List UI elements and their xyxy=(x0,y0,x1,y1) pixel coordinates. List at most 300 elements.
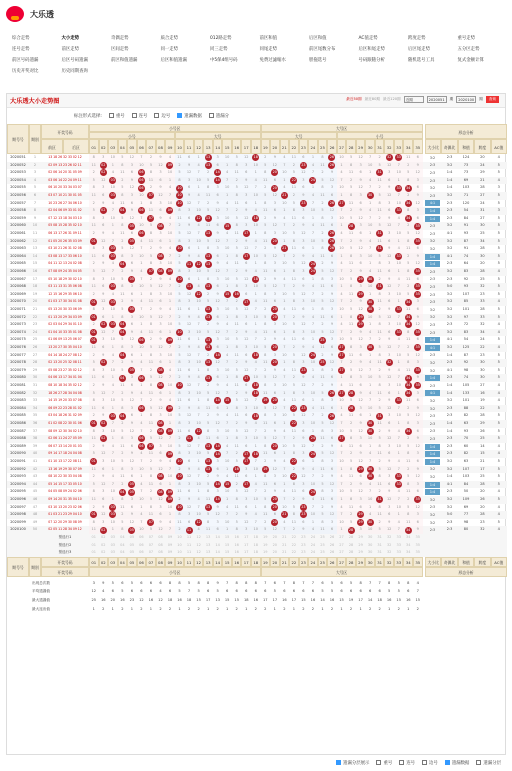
miss-cell: 6 xyxy=(416,276,419,281)
predict-cell[interactable]: 16 xyxy=(234,535,239,539)
predict-cell[interactable]: 22 xyxy=(291,542,297,547)
predict-cell[interactable]: 20 xyxy=(272,550,278,555)
miss-cell: 1 xyxy=(311,215,315,220)
predict-cell[interactable]: 05 xyxy=(129,535,135,539)
miss-cell: 10 xyxy=(339,246,344,251)
miss-cell: 7 xyxy=(369,246,372,251)
ac-cell: 5 xyxy=(497,200,500,205)
predict-cell[interactable]: 30 xyxy=(367,542,373,547)
predict-cell[interactable]: 04 xyxy=(120,542,125,547)
predict-cell[interactable]: 32 xyxy=(386,535,392,539)
miss-cell: 7 xyxy=(283,345,286,349)
trend-row xyxy=(7,405,507,413)
miss-cell: 10 xyxy=(282,261,287,266)
seq-cell: 36 xyxy=(32,421,38,425)
nav-item[interactable]: 大小走势 xyxy=(61,36,80,41)
period-cell: 2020089 xyxy=(10,443,26,448)
nav-item[interactable]: 质合走势 xyxy=(160,36,179,41)
checkbox-icon[interactable] xyxy=(399,760,404,765)
miss-cell: 12 xyxy=(158,466,163,471)
miss-cell: 7 xyxy=(283,405,286,410)
stat-value: 17 xyxy=(263,598,268,602)
miss-cell: 9 xyxy=(159,185,162,190)
nav-item[interactable]: 后区和值 xyxy=(309,36,327,41)
predict-cell[interactable]: 23 xyxy=(301,535,306,539)
nav-item[interactable]: 跨度走势 xyxy=(408,36,426,41)
nav-item[interactable]: 重号走势 xyxy=(457,36,476,41)
predict-cell[interactable]: 35 xyxy=(415,542,420,547)
predict-cell[interactable]: 25 xyxy=(320,535,325,539)
span-cell: 34 xyxy=(480,329,485,334)
miss-cell: 4 xyxy=(197,405,200,410)
predict-cell[interactable]: 11 xyxy=(186,550,192,555)
miss-cell: 7 xyxy=(369,215,372,220)
miss-cell: 11 xyxy=(348,443,354,448)
nav-item[interactable]: 复式金额计算 xyxy=(457,58,484,63)
footer-ana-col: AC值 xyxy=(491,557,507,567)
predict-cell[interactable]: 25 xyxy=(320,550,325,555)
predict-cell[interactable]: 17 xyxy=(243,535,249,539)
predict-cell[interactable]: 28 xyxy=(348,535,354,539)
predict-cell[interactable]: 28 xyxy=(348,542,354,547)
predict-cell[interactable]: 13 xyxy=(205,550,211,555)
predict-cell[interactable]: 29 xyxy=(358,550,363,555)
stat-value: 25 xyxy=(91,598,97,602)
predict-cell[interactable]: 05 xyxy=(129,542,135,547)
checkbox-icon[interactable] xyxy=(132,113,137,118)
miss-cell: 3 xyxy=(330,519,334,524)
number-ball: 09 xyxy=(167,269,173,274)
miss-cell: 10 xyxy=(167,413,173,418)
predict-cell[interactable]: 15 xyxy=(224,550,230,555)
miss-cell: 4 xyxy=(226,322,229,327)
predict-cell[interactable]: 35 xyxy=(415,550,420,555)
miss-cell: 12 xyxy=(186,504,192,509)
miss-cell: 1 xyxy=(369,170,372,175)
predict-cell[interactable]: 32 xyxy=(386,542,392,547)
predict-cell[interactable]: 28 xyxy=(348,550,354,555)
footer-option[interactable] xyxy=(336,760,369,766)
predict-cell[interactable]: 17 xyxy=(243,550,249,555)
checkbox-icon[interactable] xyxy=(476,760,481,765)
predict-cell[interactable]: 33 xyxy=(396,542,401,547)
predict-cell[interactable]: 06 xyxy=(139,535,144,539)
predict-cell[interactable]: 06 xyxy=(139,550,144,555)
miss-cell: 4 xyxy=(311,466,315,471)
nav-item[interactable]: 中5保4组号码 xyxy=(210,58,238,63)
predict-cell[interactable]: 02 xyxy=(101,542,106,547)
draw-cell: 03 06 14 22 24 09 11 xyxy=(48,177,82,182)
miss-cell: 2 xyxy=(178,314,181,319)
predict-cell[interactable]: 19 xyxy=(263,550,268,555)
odd-even-cell: 2:3 xyxy=(446,215,453,220)
predict-cell[interactable]: 31 xyxy=(377,550,382,555)
nav-item[interactable]: 前区走势 xyxy=(61,47,80,52)
to-period-input[interactable]: 2020100 xyxy=(458,98,475,102)
miss-cell: 2 xyxy=(178,375,181,380)
predict-cell[interactable]: 16 xyxy=(234,550,239,555)
predict-cell[interactable]: 26 xyxy=(329,535,335,539)
footer-header-num: 33 xyxy=(394,557,404,567)
nav-item[interactable]: 012路走势 xyxy=(210,36,232,41)
predict-cell[interactable]: 29 xyxy=(358,535,363,539)
nav-item[interactable]: AC值走势 xyxy=(358,36,378,41)
predict-cell[interactable]: 10 xyxy=(177,542,182,547)
miss-cell: 4 xyxy=(111,231,114,235)
miss-cell: 3 xyxy=(359,253,362,258)
miss-cell: 11 xyxy=(148,299,154,304)
predict-cell[interactable]: 03 xyxy=(110,542,116,547)
number-ball: 03 xyxy=(110,193,115,198)
miss-cell: 6 xyxy=(130,443,133,448)
predict-cell[interactable]: 07 xyxy=(148,535,154,539)
predict-cell[interactable]: 24 xyxy=(310,550,316,555)
predict-cell[interactable]: 10 xyxy=(177,550,182,555)
span-cell: 27 xyxy=(480,383,485,387)
trend-row xyxy=(7,435,507,443)
nav-item[interactable]: 前区和值 xyxy=(259,36,278,41)
miss-cell: 10 xyxy=(196,451,201,456)
predict-cell[interactable]: 17 xyxy=(243,542,249,547)
stat-value: 9 xyxy=(102,580,105,585)
miss-cell: 9 xyxy=(130,177,133,182)
predict-cell[interactable]: 12 xyxy=(196,535,201,539)
predict-cell[interactable]: 24 xyxy=(310,535,316,539)
predict-cell[interactable]: 06 xyxy=(139,542,144,547)
predict-cell[interactable]: 35 xyxy=(415,535,420,539)
miss-cell: 4 xyxy=(397,337,400,342)
miss-cell: 5 xyxy=(207,390,210,395)
miss-cell: 10 xyxy=(396,291,401,296)
predict-cell[interactable]: 34 xyxy=(406,542,411,547)
predict-cell[interactable]: 09 xyxy=(167,542,173,547)
footer-option[interactable] xyxy=(376,760,392,766)
number-ball: 15 xyxy=(224,292,230,297)
nav-item[interactable]: 前区号码遗漏 xyxy=(12,58,39,63)
predict-cell[interactable]: 11 xyxy=(186,535,192,539)
predict-cell[interactable]: 08 xyxy=(158,542,163,547)
footer-header-num: 04 xyxy=(118,557,128,567)
miss-cell: 4 xyxy=(254,512,257,517)
nav-item[interactable]: 后区和尾走势 xyxy=(358,47,385,52)
miss-cell: 10 xyxy=(224,276,230,281)
predict-cell[interactable]: 12 xyxy=(196,542,201,547)
miss-cell: 9 xyxy=(216,200,219,205)
stat-value: 4 xyxy=(159,589,162,594)
predict-cell[interactable]: 14 xyxy=(215,542,220,547)
number-ball: 20 xyxy=(272,307,277,312)
miss-cell: 7 xyxy=(311,200,315,205)
predict-cell[interactable]: 32 xyxy=(386,550,392,555)
predict-cell[interactable]: 20 xyxy=(272,542,278,547)
footer-option[interactable] xyxy=(422,760,438,766)
predict-cell[interactable]: 09 xyxy=(167,550,173,555)
predict-cell[interactable]: 27 xyxy=(339,542,344,547)
miss-cell: 12 xyxy=(101,238,106,243)
miss-cell: 7 xyxy=(369,155,372,159)
miss-cell: 9 xyxy=(187,223,191,228)
miss-cell: 10 xyxy=(224,489,230,494)
miss-cell: 9 xyxy=(216,261,219,266)
stat-value: 1 xyxy=(130,606,134,611)
miss-cell: 3 xyxy=(130,497,133,501)
predict-cell[interactable]: 02 xyxy=(101,535,106,539)
predict-cell[interactable]: 27 xyxy=(339,550,344,555)
stat-value: 6 xyxy=(245,589,248,594)
sum-cell: 64 xyxy=(463,261,469,266)
predict-cell[interactable]: 25 xyxy=(320,542,325,547)
miss-cell: 8 xyxy=(378,261,381,266)
mark-option[interactable] xyxy=(154,113,170,119)
predict-cell[interactable]: 13 xyxy=(205,535,211,539)
nav-item[interactable]: 前区尾数分布 xyxy=(309,47,336,52)
miss-cell: 7 xyxy=(311,474,315,479)
predict-cell[interactable]: 34 xyxy=(406,535,411,539)
miss-cell: 9 xyxy=(388,185,391,190)
ratio-badge: 2:3 xyxy=(429,170,436,175)
nav-item[interactable]: 随机选号工具 xyxy=(408,58,435,63)
number-ball: 33 xyxy=(396,474,401,479)
checkbox-icon[interactable] xyxy=(445,760,450,765)
checkbox-icon[interactable] xyxy=(376,760,381,765)
miss-cell: 11 xyxy=(406,489,411,494)
predict-cell[interactable]: 31 xyxy=(377,535,382,539)
miss-cell: 5 xyxy=(149,375,153,380)
nav-item[interactable]: 号码跟随分析 xyxy=(358,58,385,63)
predict-cell[interactable]: 14 xyxy=(215,535,220,539)
ratio-badge: 2:3 xyxy=(429,292,436,297)
miss-cell: 9 xyxy=(416,436,419,441)
number-ball: 14 xyxy=(215,178,220,183)
miss-cell: 2 xyxy=(321,383,324,387)
stat-label: 平均遗漏值 xyxy=(32,589,50,594)
miss-cell: 12 xyxy=(272,527,278,532)
predict-cell[interactable]: 01 xyxy=(91,550,96,555)
predict-cell[interactable]: 23 xyxy=(301,550,306,555)
predict-cell[interactable]: 11 xyxy=(186,542,192,547)
predict-cell[interactable]: 26 xyxy=(329,550,335,555)
predict-cell[interactable]: 27 xyxy=(339,535,344,539)
trend-row xyxy=(7,245,507,253)
predict-cell[interactable]: 02 xyxy=(101,550,106,555)
miss-cell: 12 xyxy=(129,398,135,403)
predict-cell[interactable]: 13 xyxy=(205,542,211,547)
miss-cell: 12 xyxy=(129,155,135,159)
predict-cell[interactable]: 30 xyxy=(367,550,373,555)
footer-option[interactable] xyxy=(445,760,470,766)
predict-cell[interactable]: 05 xyxy=(129,550,135,555)
predict-cell[interactable]: 12 xyxy=(196,550,201,555)
miss-cell: 8 xyxy=(92,155,95,159)
nav-item[interactable]: 同一走势 xyxy=(160,47,179,52)
checkbox-icon[interactable] xyxy=(336,760,341,765)
stat-value: 16 xyxy=(310,598,316,602)
predict-cell[interactable]: 09 xyxy=(167,535,173,539)
predict-cell[interactable]: 03 xyxy=(110,550,116,555)
miss-cell: 5 xyxy=(349,215,353,220)
nav-item[interactable]: 胆拖选号 xyxy=(309,58,327,63)
miss-cell: 12 xyxy=(101,269,106,273)
footer-option[interactable] xyxy=(476,760,501,766)
miss-cell: 9 xyxy=(388,215,391,220)
link-last-80[interactable]: 最近80期 xyxy=(364,97,380,101)
predict-cell[interactable]: 08 xyxy=(158,535,163,539)
predict-cell[interactable]: 30 xyxy=(367,535,373,539)
predict-cell[interactable]: 22 xyxy=(291,535,297,539)
predict-cell[interactable]: 14 xyxy=(215,550,220,555)
miss-cell: 4 xyxy=(311,253,315,258)
seq-cell: 3 xyxy=(33,170,37,175)
sum-cell: 88 xyxy=(463,405,469,410)
odd-even-cell: 3:2 xyxy=(446,314,453,319)
nav-item[interactable]: 后区尾走势 xyxy=(408,47,430,52)
checkbox-icon[interactable] xyxy=(154,113,159,118)
trend-row xyxy=(7,253,507,261)
predict-cell[interactable]: 04 xyxy=(120,535,125,539)
nav-item[interactable]: 区间走势 xyxy=(111,47,129,52)
miss-cell: 12 xyxy=(272,284,278,289)
predict-cell[interactable]: 18 xyxy=(253,535,258,539)
predict-cell[interactable]: 31 xyxy=(377,542,382,547)
trend-row xyxy=(7,352,507,360)
link-last-50[interactable]: 最近50期 xyxy=(346,97,362,101)
miss-cell: 7 xyxy=(340,269,343,273)
predict-cell[interactable]: 33 xyxy=(396,535,401,539)
number-ball: 29 xyxy=(358,276,363,281)
miss-cell: 6 xyxy=(416,398,419,403)
miss-cell: 2 xyxy=(207,170,210,175)
miss-cell: 8 xyxy=(378,322,381,327)
miss-cell: 10 xyxy=(110,155,116,159)
miss-cell: 6 xyxy=(302,246,305,251)
ac-cell: 5 xyxy=(497,428,500,433)
predict-cell[interactable]: 24 xyxy=(310,542,316,547)
miss-cell: 10 xyxy=(339,276,344,281)
miss-cell: 2 xyxy=(407,466,410,471)
nav-item[interactable]: 奇偶走势 xyxy=(111,36,129,41)
predict-cell[interactable]: 23 xyxy=(301,542,306,547)
miss-cell: 5 xyxy=(292,443,295,448)
checkbox-icon[interactable] xyxy=(422,760,427,765)
number-ball: 30 xyxy=(367,307,373,312)
predict-cell[interactable]: 19 xyxy=(263,542,268,547)
miss-cell: 1 xyxy=(340,223,343,228)
predict-cell[interactable]: 26 xyxy=(329,542,335,547)
predict-cell[interactable]: 01 xyxy=(91,535,96,539)
miss-cell: 8 xyxy=(207,489,210,494)
predict-cell[interactable]: 10 xyxy=(177,535,182,539)
nav-item[interactable]: 同尾走势 xyxy=(259,47,278,52)
footer-option[interactable] xyxy=(399,760,415,766)
mark-option-label: 遗漏数据 xyxy=(184,114,202,119)
predict-cell[interactable]: 19 xyxy=(263,535,268,539)
predict-cell[interactable]: 18 xyxy=(253,550,258,555)
predict-row[interactable] xyxy=(7,549,507,557)
predict-cell[interactable]: 15 xyxy=(224,542,230,547)
predict-cell[interactable]: 21 xyxy=(282,550,287,555)
predict-cell[interactable]: 29 xyxy=(358,542,363,547)
predict-cell[interactable]: 21 xyxy=(282,542,287,547)
nav-item[interactable]: 后区和值遗漏 xyxy=(160,58,187,63)
nav-item[interactable]: 连号走势 xyxy=(12,47,30,52)
checkbox-icon[interactable] xyxy=(177,113,182,118)
predict-cell[interactable]: 33 xyxy=(396,550,401,555)
nav-item[interactable]: 历史开奖对比 xyxy=(12,69,39,74)
miss-cell: 2 xyxy=(149,428,153,433)
mark-option[interactable] xyxy=(132,113,148,119)
span-cell: 30 xyxy=(480,367,485,372)
header-num: 26 xyxy=(327,139,337,154)
predict-row[interactable] xyxy=(7,542,507,550)
miss-cell: 2 xyxy=(264,489,267,494)
from-period-input[interactable]: 2020051 xyxy=(428,98,445,102)
miss-cell: 2 xyxy=(149,246,153,251)
predict-cell[interactable]: 20 xyxy=(272,535,278,539)
stat-value: 6 xyxy=(140,580,143,585)
stat-value: 8 xyxy=(254,580,257,585)
predict-cell[interactable]: 08 xyxy=(158,550,163,555)
predict-row[interactable] xyxy=(7,534,507,542)
nav-item[interactable]: 综合走势 xyxy=(12,36,30,41)
number-ball: 10 xyxy=(177,504,182,509)
seq-cell: 29 xyxy=(32,367,38,372)
predict-cell[interactable]: 07 xyxy=(148,542,154,547)
miss-cell: 4 xyxy=(226,383,229,387)
predict-cell[interactable]: 03 xyxy=(110,535,116,539)
trend-row xyxy=(7,443,507,451)
mark-option[interactable] xyxy=(109,113,125,119)
mark-option[interactable] xyxy=(177,113,202,119)
miss-cell: 9 xyxy=(216,231,219,235)
nav-item[interactable]: 五分区走势 xyxy=(457,47,480,52)
nav-item[interactable]: 历史同期查询 xyxy=(61,69,88,74)
nav-item[interactable]: 同三走势 xyxy=(210,47,228,52)
checkbox-icon[interactable] xyxy=(109,113,114,118)
predict-cell[interactable]: 16 xyxy=(234,542,239,547)
miss-cell: 1 xyxy=(340,253,343,258)
miss-cell: 4 xyxy=(254,299,257,304)
link-last-120[interactable]: 最近120期 xyxy=(382,97,401,101)
miss-cell: 8 xyxy=(321,215,324,220)
predict-cell[interactable]: 07 xyxy=(148,550,154,555)
miss-cell: 5 xyxy=(292,170,295,175)
mark-option[interactable] xyxy=(209,113,229,119)
miss-cell: 11 xyxy=(348,231,354,235)
footer-option-label: 遗漏分层展示 xyxy=(343,761,370,766)
miss-cell: 5 xyxy=(121,215,124,220)
predict-cell[interactable]: 04 xyxy=(120,550,125,555)
miss-cell: 4 xyxy=(283,459,286,463)
span-cell: 23 xyxy=(480,519,485,524)
stat-value: 4 xyxy=(416,580,419,585)
miss-cell: 3 xyxy=(416,208,419,213)
draw-cell: 03 10 13 20 23 02 06 xyxy=(48,504,82,509)
predict-cell[interactable]: 21 xyxy=(282,535,287,539)
predict-cell[interactable]: 18 xyxy=(253,542,258,547)
checkbox-icon[interactable] xyxy=(209,113,214,118)
search-button[interactable]: 查询 xyxy=(486,96,499,103)
nav-item[interactable]: 后区号码遗漏 xyxy=(61,58,88,63)
predict-cell[interactable]: 34 xyxy=(406,550,411,555)
miss-cell: 11 xyxy=(205,193,211,197)
nav-item[interactable]: 免费过滤缩水 xyxy=(259,58,286,63)
predict-cell[interactable]: 15 xyxy=(224,535,230,539)
miss-cell: 10 xyxy=(367,162,373,167)
predict-cell[interactable]: 01 xyxy=(91,542,96,547)
predict-cell[interactable]: 22 xyxy=(291,550,297,555)
period-select[interactable]: 近期 xyxy=(404,96,424,103)
nav-item[interactable]: 前区和值遗漏 xyxy=(111,58,138,63)
